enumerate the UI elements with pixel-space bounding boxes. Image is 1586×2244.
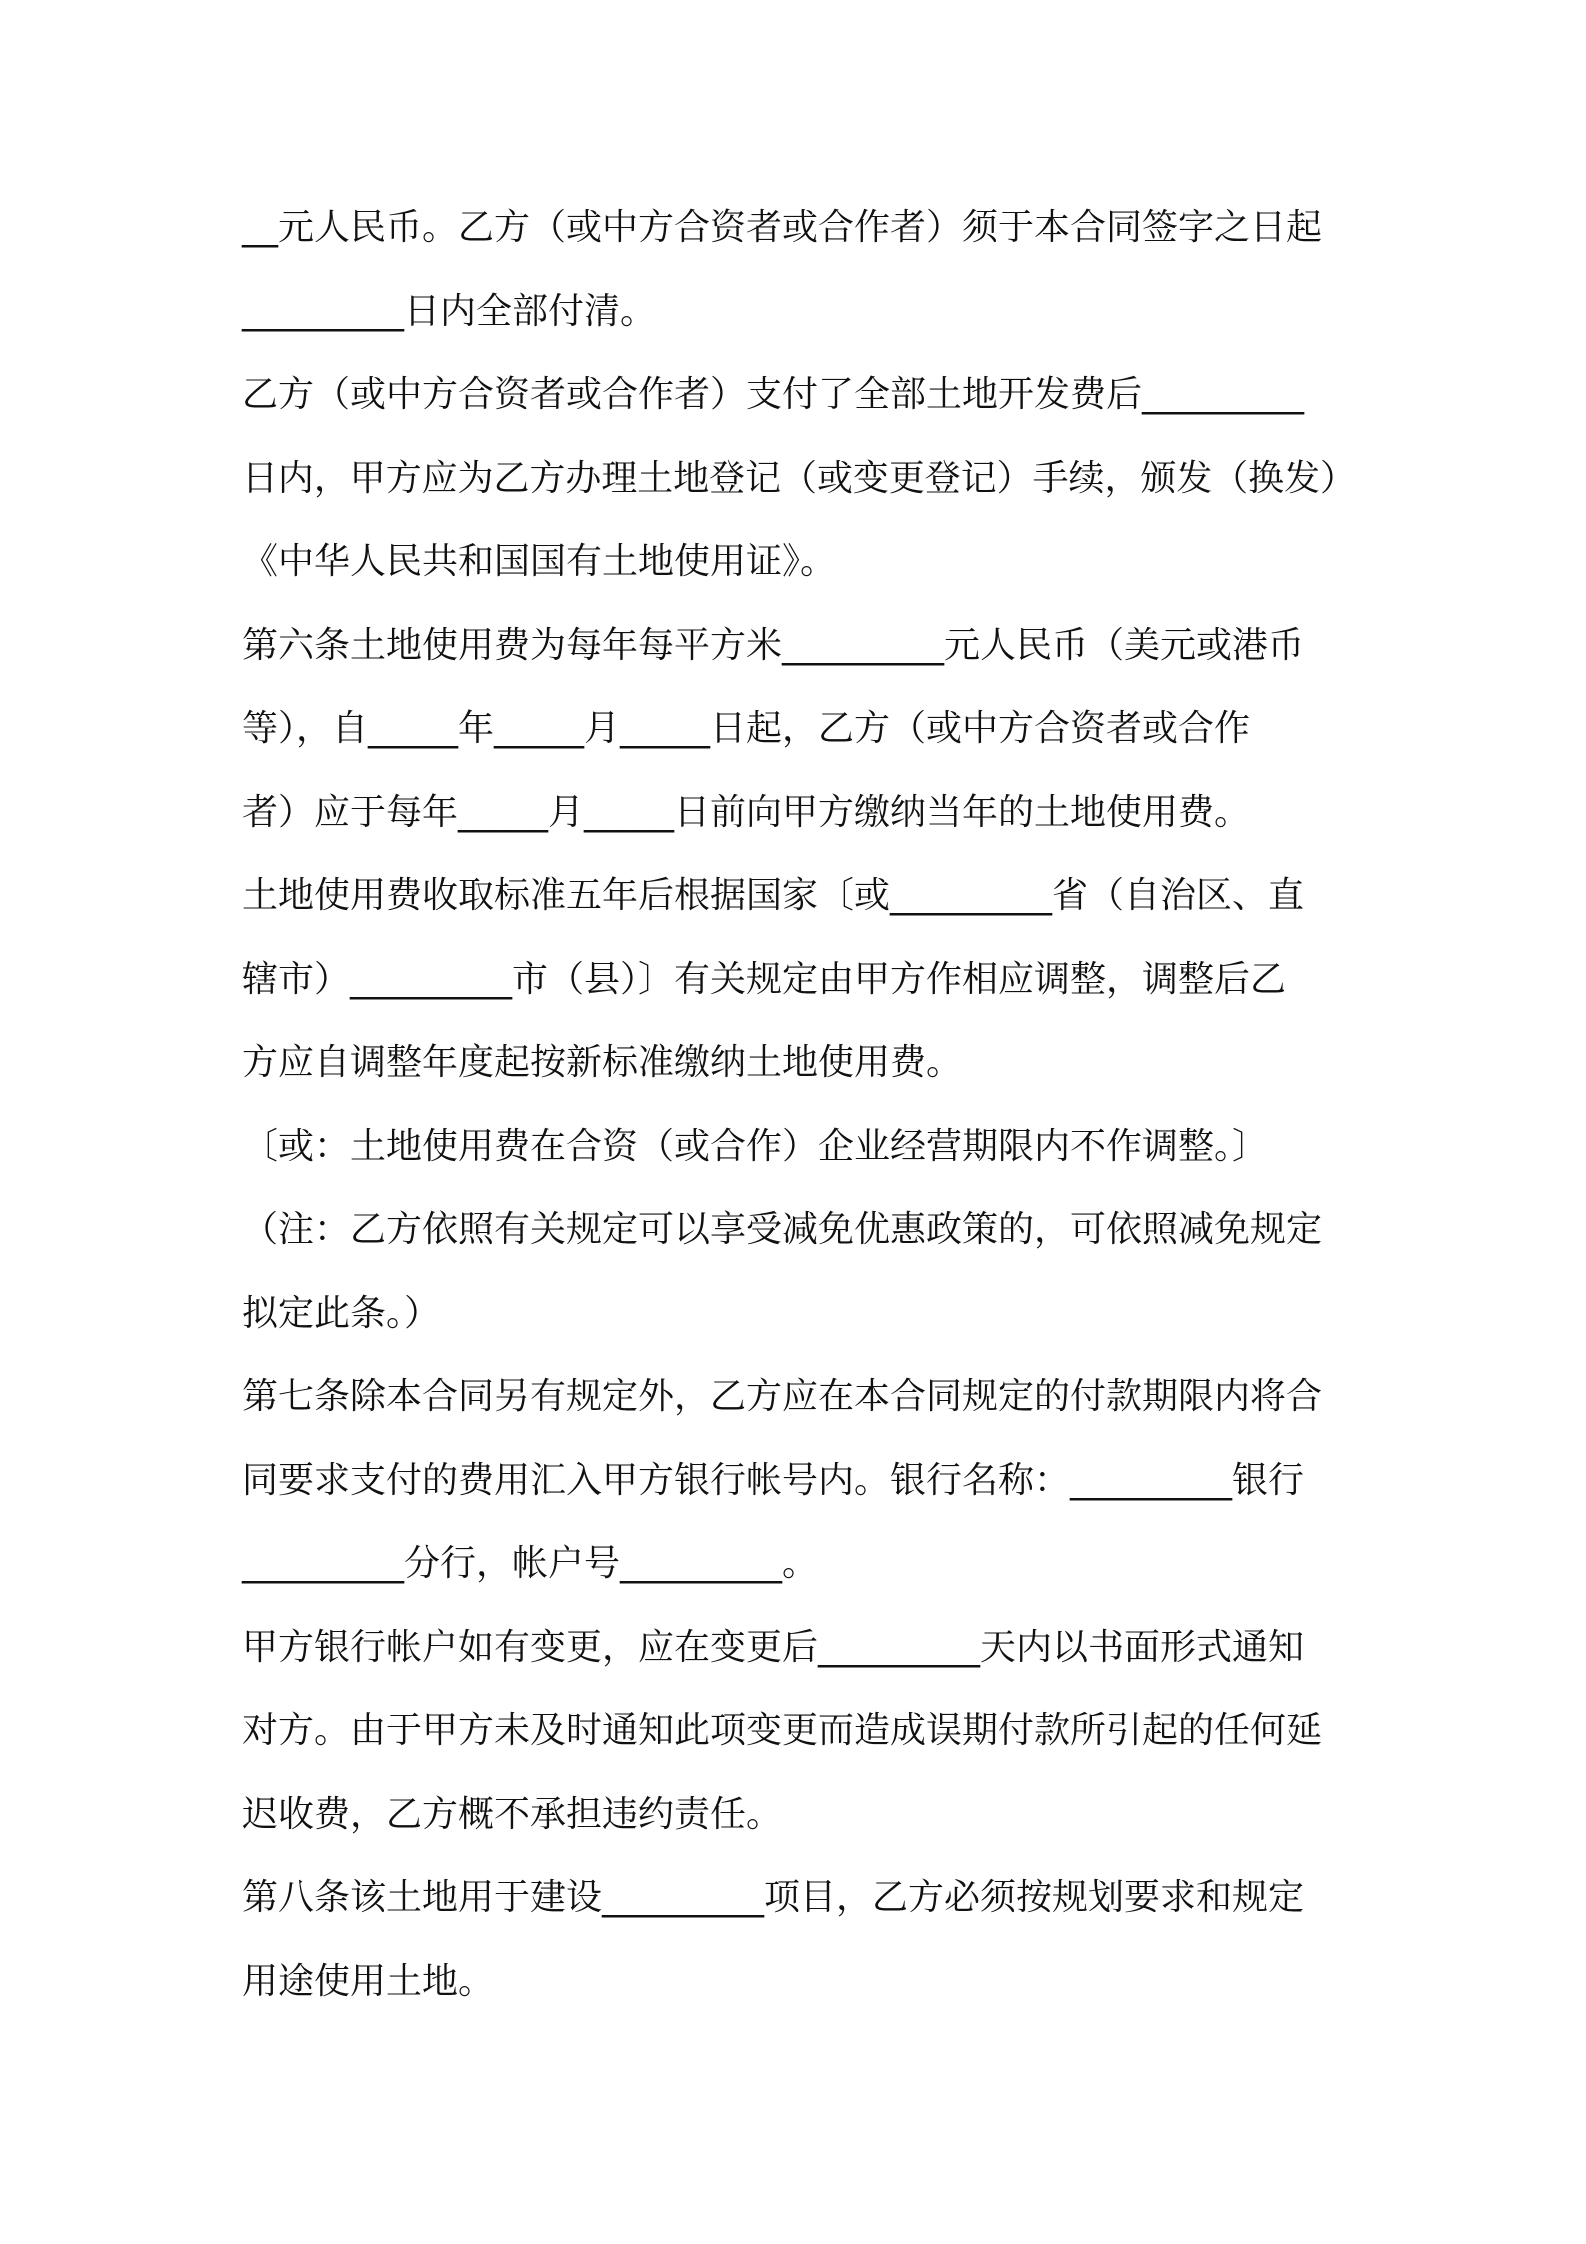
text-line: 日内，甲方应为乙方办理土地登记（或变更登记）手续，颁发（换发）: [242, 458, 1357, 499]
text-line: 对方。由于甲方未及时通知此项变更而造成误期付款所引起的任何延: [242, 1710, 1323, 1751]
text-line: 土地使用费收取标准五年后根据国家〔或_________省（自治区、直: [242, 875, 1305, 916]
text-line: 用途使用土地。: [242, 1961, 495, 2002]
text-line: 〔或：土地使用费在合资（或合作）企业经营期限内不作调整。〕: [242, 1126, 1269, 1167]
text-line: 方应自调整年度起按新标准缴纳土地使用费。: [242, 1042, 963, 1083]
text-line: 第七条除本合同另有规定外，乙方应在本合同规定的付款期限内将合: [242, 1376, 1323, 1417]
text-line: 同要求支付的费用汇入甲方银行帐号内。银行名称：_________银行: [242, 1460, 1305, 1501]
text-line: 《中华人民共和国国有土地使用证》。: [242, 541, 837, 582]
text-line: __元人民币。乙方（或中方合资者或合作者）须于本合同签字之日起: [242, 207, 1323, 248]
text-line: 者）应于每年_____月_____日前向甲方缴纳当年的土地使用费。: [242, 792, 1251, 833]
text-line: 第六条土地使用费为每年每平方米_________元人民币（美元或港币: [242, 625, 1305, 666]
text-line: 甲方银行帐户如有变更，应在变更后_________天内以书面形式通知: [242, 1627, 1305, 1668]
text-line: 辖市）_________市（县）〕有关规定由甲方作相应调整，调整后乙: [242, 959, 1287, 1000]
text-line: （注：乙方依照有关规定可以享受减免优惠政策的，可依照减免规定: [242, 1209, 1323, 1250]
text-line: 迟收费，乙方概不承担违约责任。: [242, 1794, 783, 1835]
text-line: 乙方（或中方合资者或合作者）支付了全部土地开发费后_________: [242, 374, 1305, 415]
text-line: _________分行，帐户号_________。: [242, 1543, 819, 1584]
text-line: 等），自_____年_____月_____日起，乙方（或中方合资者或合作: [242, 708, 1251, 749]
text-line: 拟定此条。）: [242, 1293, 441, 1334]
text-line: 第八条该土地用于建设_________项目，乙方必须按规划要求和规定: [242, 1877, 1305, 1918]
text-line: _________日内全部付清。: [242, 291, 657, 332]
